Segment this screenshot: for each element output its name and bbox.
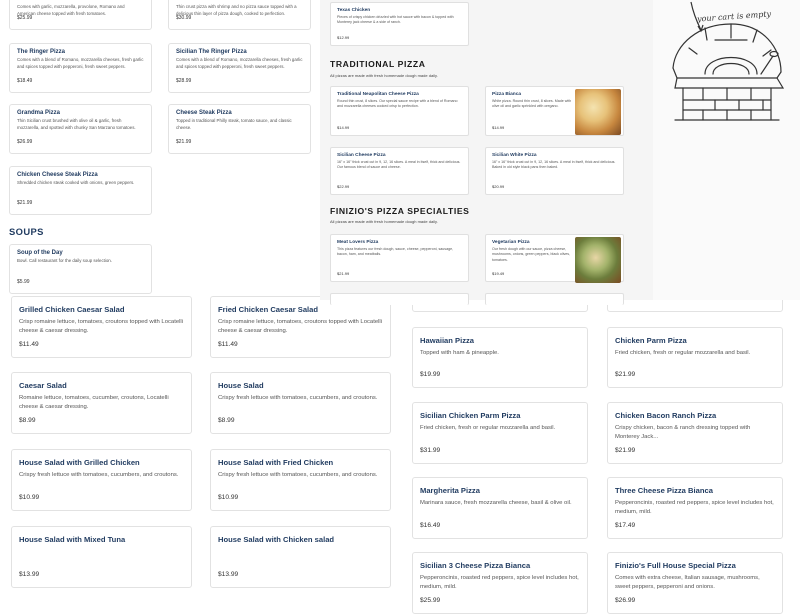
item-price: $20.99 [492, 184, 505, 189]
menu-item-card[interactable] [9, 0, 152, 30]
item-title: Cheese Steak Pizza [176, 110, 232, 116]
item-title: Chicken Bacon Ranch Pizza [615, 411, 717, 420]
item-price: $19.49 [492, 271, 505, 276]
item-price: $12.99 [337, 35, 350, 40]
menu-item-card[interactable] [210, 526, 391, 588]
item-title: Sicilian The Ringer Pizza [176, 49, 247, 55]
item-title: Traditional Neapolitan Cheese Pizza [337, 92, 419, 97]
section-title-pizza-specialties: FINIZIO'S PIZZA SPECIALTIES [330, 206, 470, 216]
item-title: House Salad [218, 381, 264, 390]
menu-item-card[interactable] [9, 166, 152, 215]
menu-item-card[interactable] [210, 449, 391, 511]
item-price: $16.49 [420, 522, 441, 529]
item-price: $21.99 [615, 447, 636, 454]
item-price: $17.49 [615, 522, 636, 529]
menu-item-card[interactable] [412, 477, 588, 539]
item-price: $10.99 [19, 494, 40, 501]
item-title: Grandma Pizza [17, 110, 61, 116]
item-title: House Salad with Fried Chicken [218, 458, 334, 467]
menu-item-card[interactable] [330, 234, 469, 282]
item-description: Shredded chicken steak cooked with onions, green peppers. [17, 180, 135, 185]
item-price: $21.99 [176, 139, 192, 145]
menu-item-card[interactable] [168, 0, 311, 30]
item-title: Fried Chicken Caesar Salad [218, 305, 319, 314]
item-description: Fried chicken, fresh or regular mozzarella and basil. [420, 425, 556, 431]
menu-item-card[interactable] [485, 234, 624, 282]
item-title: Pizza Bianca [492, 92, 522, 97]
item-price: $11.49 [218, 341, 238, 348]
menu-item-card[interactable] [412, 552, 588, 614]
cart-panel [653, 0, 800, 300]
item-description: 16" x 16" thick crust cut in 9, 12, 16 slices. A meal in itself, thick and delicious. Our famous blend of sauce and cheese. [337, 160, 461, 170]
item-description: Romaine lettuce, tomatoes, cucumber, croutons, Locatelli cheese & caesar dressing. [19, 395, 169, 410]
menu-item-card[interactable] [330, 86, 469, 136]
menu-item-card[interactable] [9, 43, 152, 93]
item-title: Sicilian Chicken Parm Pizza [420, 411, 521, 420]
item-title: Chicken Parm Pizza [615, 336, 687, 345]
item-price: $11.49 [19, 341, 39, 348]
item-description: Crispy chicken, bacon & ranch dressing topped with Monterey Jack... [615, 425, 751, 440]
menu-item-card[interactable] [11, 526, 192, 588]
item-title: Soup of the Day [17, 250, 63, 256]
menu-item-card[interactable] [168, 43, 311, 93]
menu-item-card[interactable] [607, 552, 783, 614]
item-description: White pizza. Round thin crust, 8 slices. Made with olive oil and garlic sprinkled with oregano. [492, 99, 572, 109]
item-price: $18.49 [17, 78, 33, 84]
item-price: $30.99 [176, 15, 192, 21]
item-price: $21.99 [615, 371, 636, 378]
item-title: Caesar Salad [19, 381, 67, 390]
pizza-photo [575, 237, 621, 283]
section-subtitle: All pizzas are made with fresh homemade dough made daily. [330, 73, 438, 78]
item-title: Texas Chicken [337, 8, 371, 13]
item-title: House Salad with Mixed Tuna [19, 535, 126, 544]
menu-item-card[interactable] [11, 372, 192, 434]
pizza-photo [575, 89, 621, 135]
section-subtitle: All pizzas are made with fresh homemade dough made daily. [330, 219, 438, 224]
item-title: Finizio's Full House Special Pizza [615, 561, 736, 570]
item-price: $8.99 [19, 417, 36, 424]
item-description: Fried chicken, fresh or regular mozzarella and basil. [615, 350, 751, 356]
menu-item-card[interactable] [412, 327, 588, 388]
item-price: $13.99 [19, 571, 40, 578]
cart-empty-message: your cart is empty [696, 9, 772, 24]
menu-item-card[interactable] [330, 293, 469, 305]
item-price: $10.99 [218, 494, 239, 501]
menu-item-card[interactable] [485, 147, 624, 195]
item-price: $21.99 [337, 271, 350, 276]
menu-item-card[interactable] [210, 372, 391, 434]
menu-item-card[interactable] [168, 104, 311, 154]
menu-item-card[interactable] [607, 327, 783, 388]
menu-item-card[interactable] [210, 296, 391, 358]
item-description: Bowl. Call restaurant for the daily soup selection. [17, 258, 112, 263]
item-description: Topped with ham & pineapple. [420, 350, 499, 356]
item-price: $14.99 [492, 125, 505, 130]
item-title: Sicilian White Pizza [492, 153, 537, 158]
item-description: Our fresh dough with our sauce, pizza cheese, mushrooms, onions, green peppers, black olives, tomatoes. [492, 247, 571, 262]
menu-item-card[interactable] [11, 296, 192, 358]
menu-item-card[interactable] [485, 293, 624, 305]
item-price: $25.99 [17, 15, 33, 21]
item-title: Chicken Cheese Steak Pizza [17, 172, 98, 178]
item-title: Vegetarian Pizza [492, 240, 530, 245]
item-description: 16" x 16" thick crust cut in 9, 12, 16 slices. A meal in itself, thick and delicious. Baked in old style black pans then baked. [492, 160, 616, 170]
item-title: Grilled Chicken Caesar Salad [19, 305, 125, 314]
item-price: $21.99 [17, 200, 33, 206]
item-title: Three Cheese Pizza Bianca [615, 486, 713, 495]
item-description: Comes with garlic, mozzarella, provolone, Romano and American cheese topped with fresh tomatoes. [17, 4, 125, 16]
item-price: $28.99 [176, 78, 192, 84]
item-price: $31.99 [420, 447, 441, 454]
menu-item-card[interactable] [330, 2, 469, 46]
cart-empty-illustration [653, 0, 800, 300]
item-price: $26.99 [17, 139, 33, 145]
menu-item-card[interactable] [607, 402, 783, 464]
section-title-traditional-pizza: TRADITIONAL PIZZA [330, 59, 426, 69]
item-title: Meat Lovers Pizza [337, 240, 379, 245]
item-description: Crispy fresh lettuce with tomatoes, cucumbers, and croutons. [19, 472, 179, 478]
item-description: Comes with a blend of Romano, mozzarella cheeses, fresh garlic and spices topped with pepperoni, fresh sweet peppers. [17, 57, 144, 69]
item-title: House Salad with Chicken salad [218, 535, 335, 544]
item-description: Crispy fresh lettuce with tomatoes, cucumbers, and croutons. [218, 472, 378, 478]
item-title: Hawaiian Pizza [420, 336, 475, 345]
item-description: Crispy fresh lettuce with tomatoes, cucumbers, and croutons. [218, 395, 378, 401]
item-title: Margherita Pizza [420, 486, 480, 495]
item-description: Marinara sauce, fresh mozzarella cheese, basil & olive oil. [420, 500, 572, 506]
item-description: Thin crust pizza with shrimp and no pizza sauce topped with a delicious thin layer of pizza dough, cooked to perfection. [176, 4, 297, 16]
item-description: Pepperoncinis, roasted red peppers, spice level includes hot, medium, mild. [420, 575, 579, 590]
menu-item-card[interactable] [485, 86, 624, 136]
item-price: $25.99 [420, 597, 441, 604]
item-description: Crisp romaine lettuce, tomatoes, croutons topped with Locatelli cheese & caesar dressing. [218, 319, 383, 334]
menu-item-card[interactable] [607, 477, 783, 539]
section-title-soups: SOUPS [9, 226, 44, 237]
item-price: $19.99 [420, 371, 441, 378]
item-price: $22.99 [337, 184, 350, 189]
menu-item-card[interactable] [11, 449, 192, 511]
item-price: $5.99 [17, 279, 30, 285]
item-description: Pieces of crispy chicken drizzled with hot sauce with bacon & topped with Monterey jack cheese & a side of ranch. [337, 15, 454, 25]
item-price: $13.99 [218, 571, 239, 578]
item-price: $8.99 [218, 417, 235, 424]
item-title: House Salad with Grilled Chicken [19, 458, 140, 467]
item-description: This pizza features our fresh dough, sauce, cheese, pepperoni, sausage, bacon, ham, and meatballs. [337, 247, 454, 257]
menu-item-card[interactable] [330, 147, 469, 195]
menu-item-card[interactable] [9, 104, 152, 154]
menu-item-card[interactable] [412, 402, 588, 464]
item-title: Sicilian Cheese Pizza [337, 153, 386, 158]
item-description: Comes with extra cheese, Italian sausage, mushrooms, sweet peppers, pepperoni and onions. [615, 575, 760, 590]
item-title: Sicilian 3 Cheese Pizza Bianca [420, 561, 531, 570]
item-description: Thin Sicilian crust brushed with olive oil & garlic, fresh mozzarella, and spotted with chunky San Marzano tomatoes. [17, 118, 136, 130]
item-title: The Ringer Pizza [17, 49, 66, 55]
item-description: Pepperoncinis, roasted red peppers, spice level includes hot, medium, mild. [615, 500, 774, 515]
item-description: Crisp romaine lettuce, tomatoes, croutons topped with Locatelli cheese & caesar dressing. [19, 319, 184, 334]
item-description: Round thin crust, 8 slices. Our special sauce recipe with a blend of Romano and mozzarella cheeses cooked crisp to perfection. [337, 99, 458, 109]
item-description: Topped in traditional Philly steak, tomato sauce, and classic cheese. [176, 118, 292, 130]
item-price: $26.99 [615, 597, 636, 604]
menu-item-card[interactable] [9, 244, 152, 294]
item-price: $14.99 [337, 125, 350, 130]
item-description: Comes with a blend of Romano, mozzarella cheeses, fresh garlic and spices topped with pepperoni, fresh sweet peppers. [176, 57, 303, 69]
